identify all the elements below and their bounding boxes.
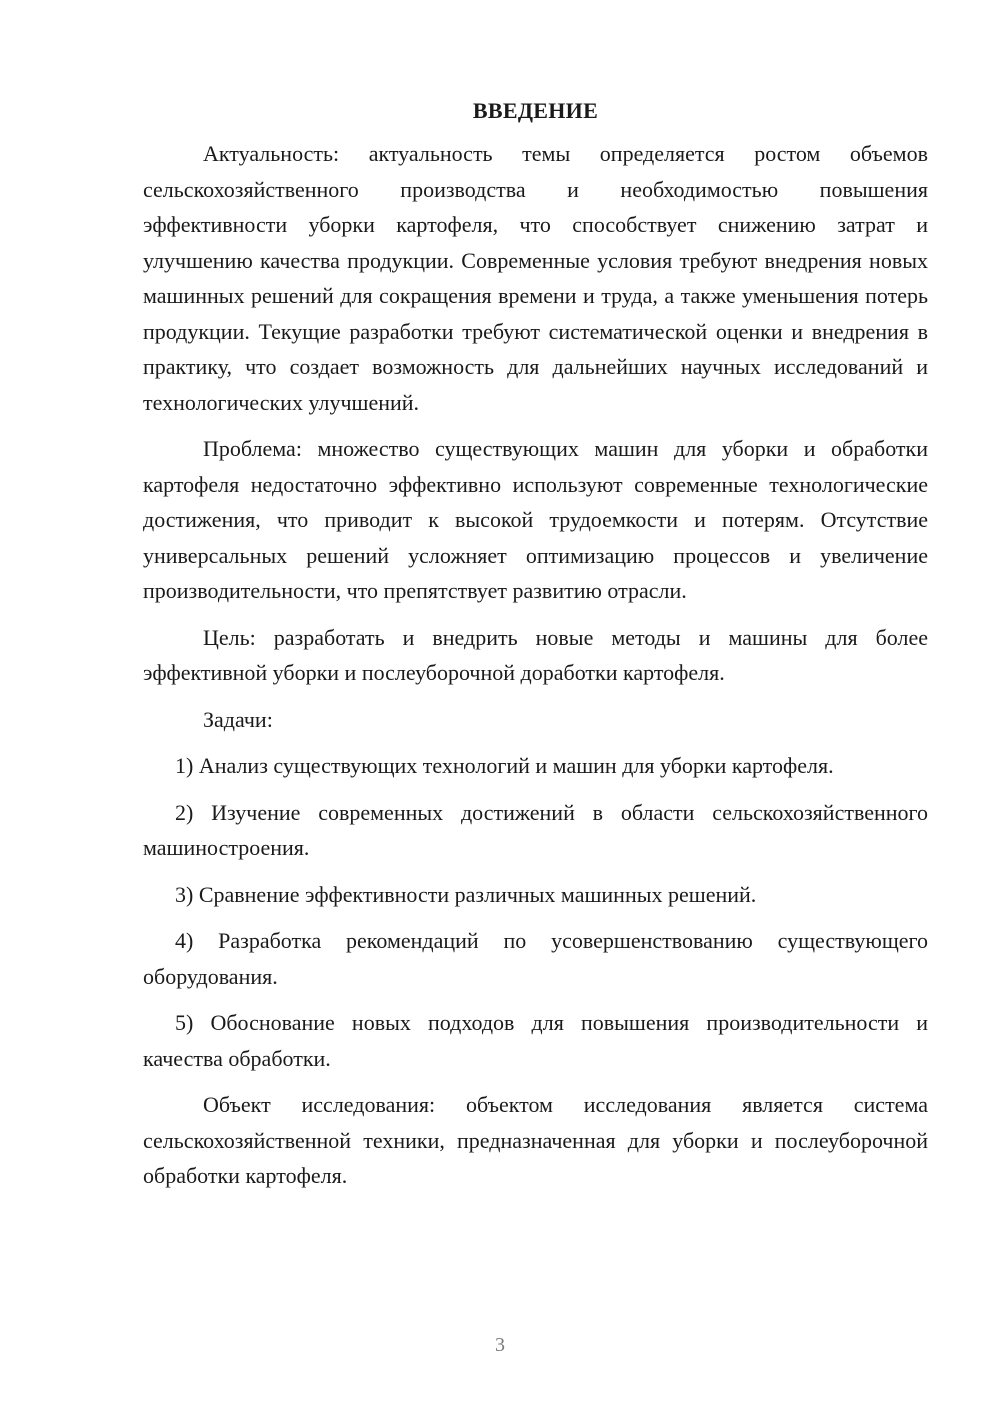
task-item: 5) Обоснование новых подходов для повышения производительности и качества обработки. <box>143 1010 928 1071</box>
goal-paragraph: Цель: разработать и внедрить новые методы и машины для более эффективной уборки и послеуборочной доработки картофеля. <box>143 624 928 685</box>
problem-paragraph: Проблема: множество существующих машин для уборки и обработки картофеля недостаточно эффективно используют современные технологические достижения, что приводит к высокой трудоемкости и потерям. Отсутствие универсальных решений усложняет оптимизацию процессов и увеличение производительности, что препятствует развитию отрасли. <box>143 436 928 603</box>
object-paragraph: Объект исследования: объектом исследования является система сельскохозяйственной техники, предназначенная для уборки и послеуборочной обработки картофеля. <box>143 1092 928 1188</box>
page-number: 3 <box>495 1334 505 1356</box>
relevance-paragraph: Актуальность: актуальность темы определяется ростом объемов сельскохозяйственного производства и необходимостью повышения эффективности уборки картофеля, что способствует снижению затрат и улучшению качества продукции. Современные условия требуют внедрения новых машинных решений для сокращения времени и труда, а также уменьшения потерь продукции. Текущие разработки требуют систематической оценки и внедрения в практику, что создает возможность для дальнейших научных исследований и технологических улучшений. <box>143 141 928 415</box>
tasks-label: Задачи: <box>203 706 273 732</box>
task-item: 2) Изучение современных достижений в области сельскохозяйственного машиностроения. <box>143 799 928 860</box>
task-item: 4) Разработка рекомендаций по усовершенствованию существующего оборудования. <box>143 928 928 989</box>
section-heading: ВВЕДЕНИЕ <box>472 98 599 123</box>
task-item: 1) Анализ существующих технологий и машин для уборки картофеля. <box>175 753 834 778</box>
task-item: 3) Сравнение эффективности различных машинных решений. <box>175 881 757 907</box>
tasks-list <box>143 748 928 1076</box>
document-page <box>143 96 928 1205</box>
